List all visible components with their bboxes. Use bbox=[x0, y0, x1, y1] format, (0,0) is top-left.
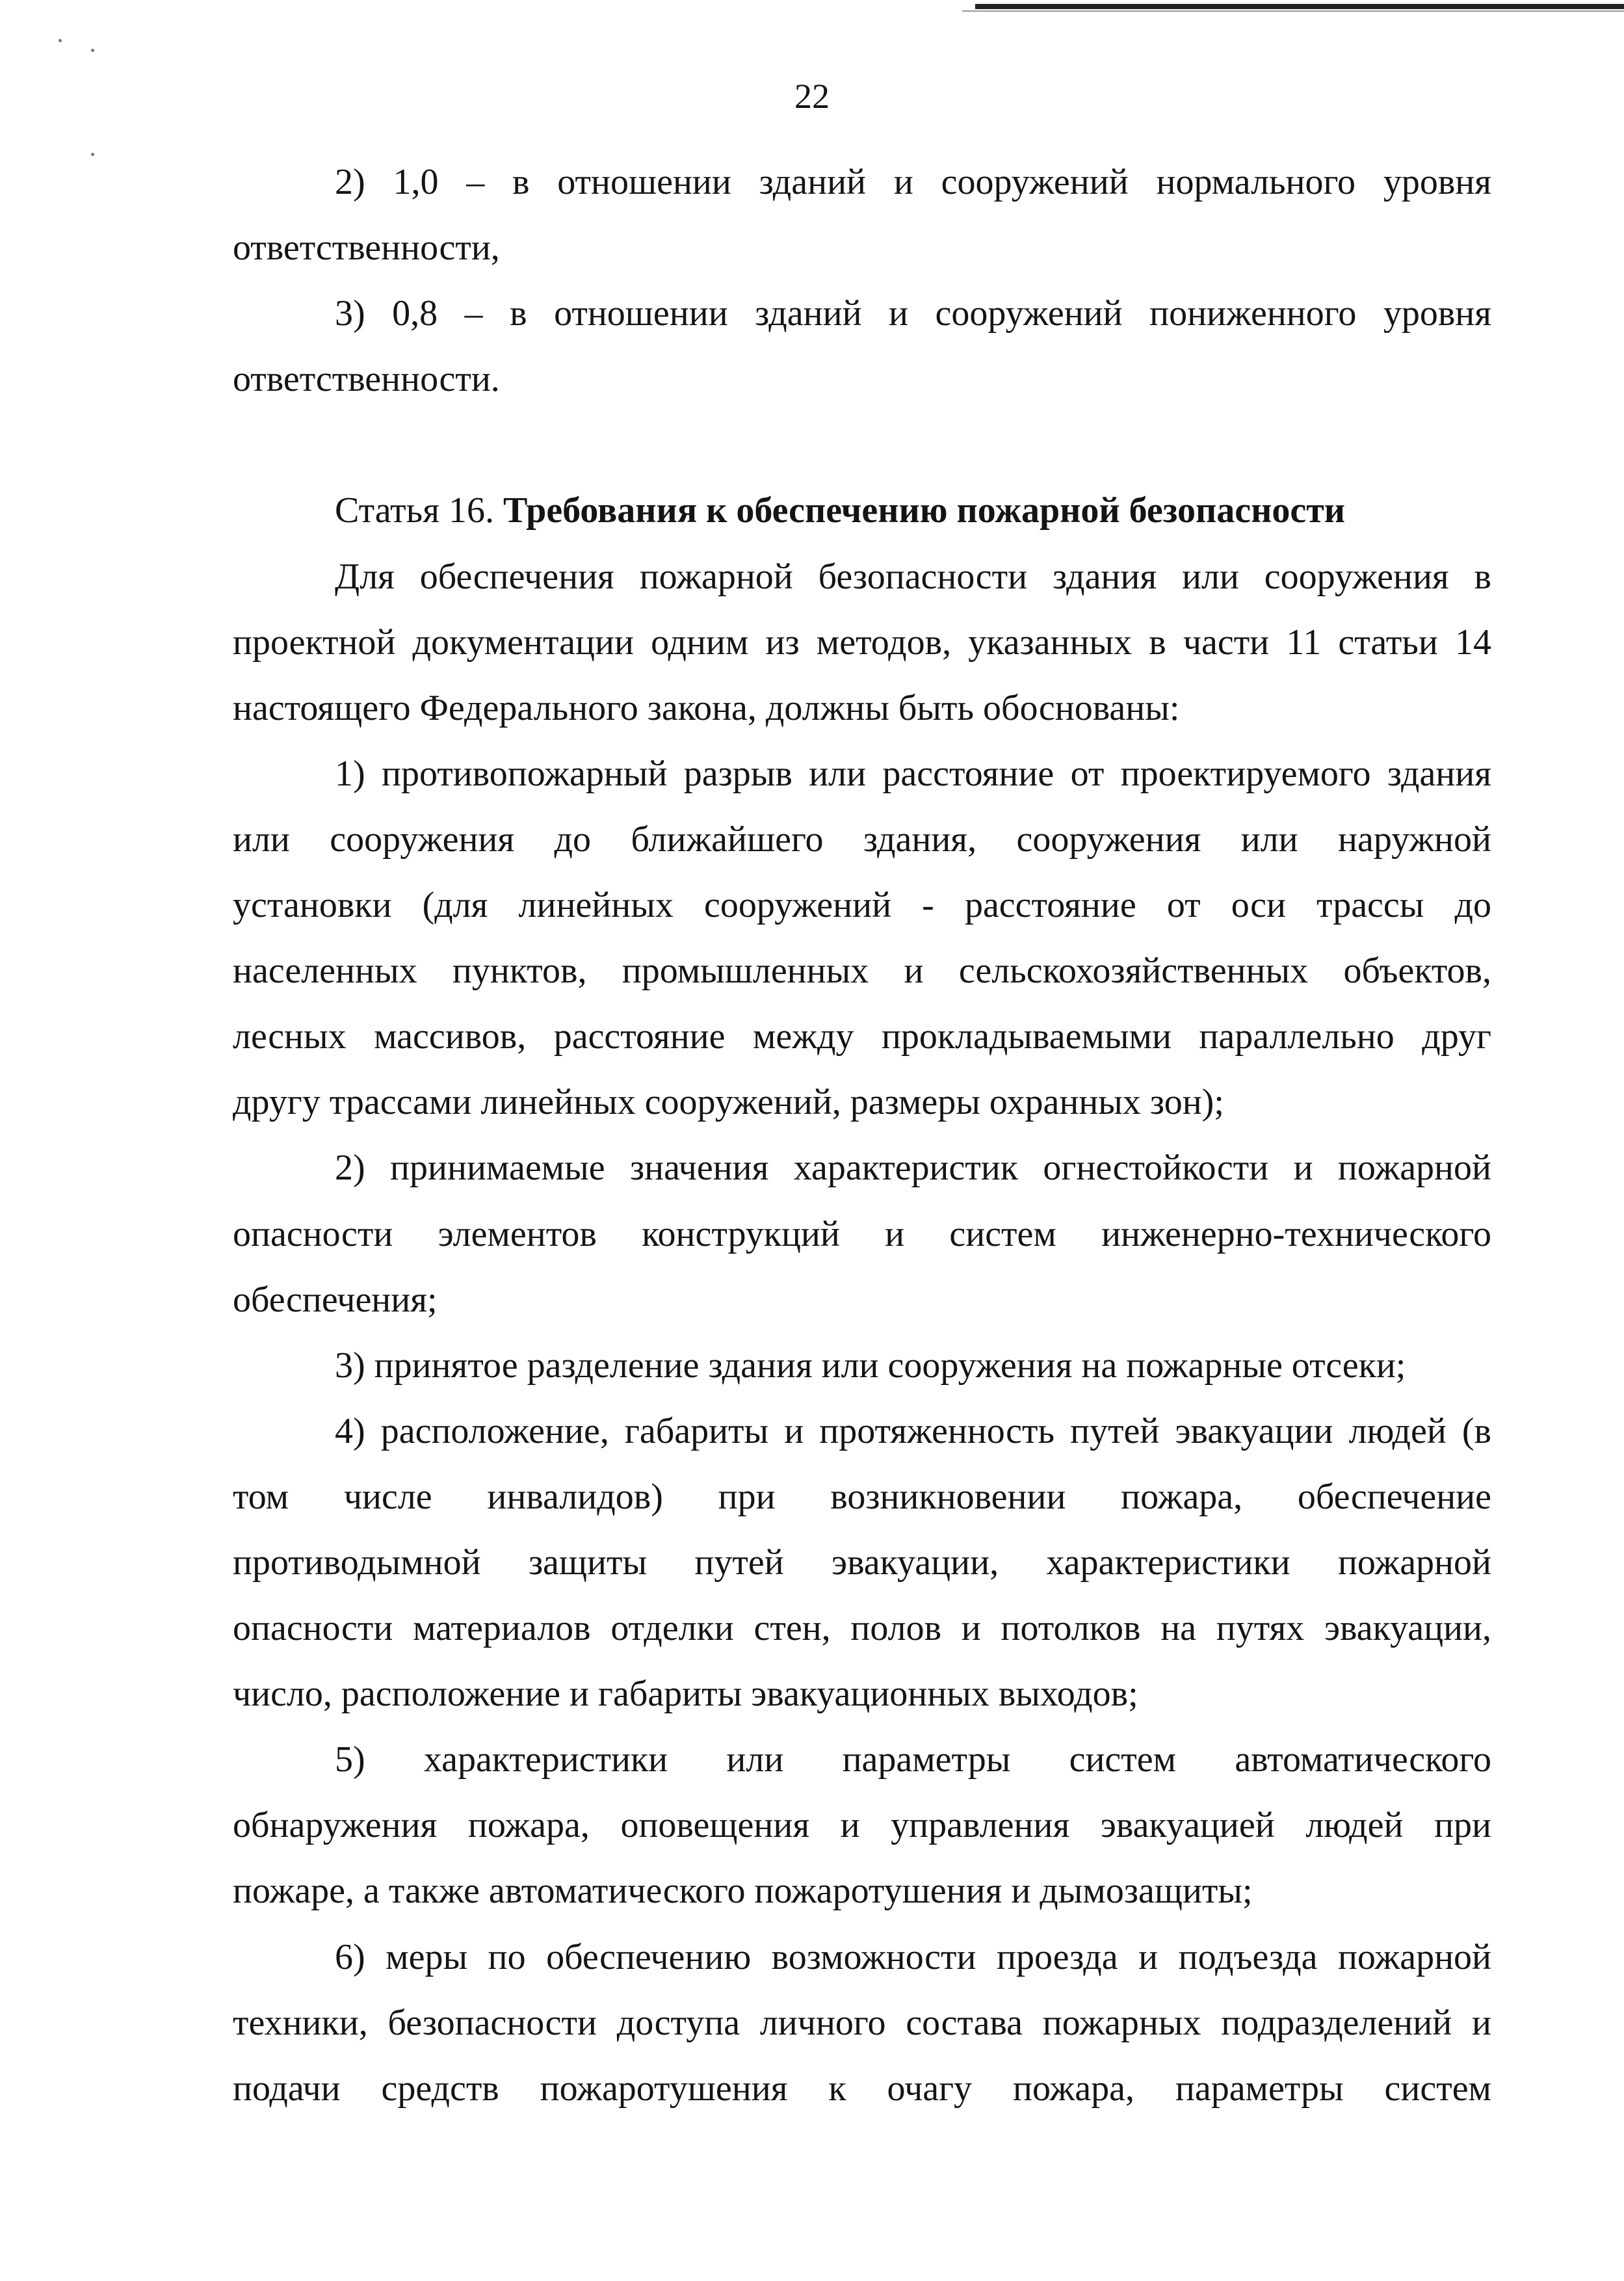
scan-speck bbox=[59, 39, 62, 42]
text-line: 2) 1,0 – в отношении зданий и сооружений нормального уровня bbox=[335, 162, 1491, 202]
text-line: число, расположение и габариты эвакуационных выходов; bbox=[233, 1674, 1138, 1715]
text-line: 6) меры по обеспечению возможности проезда и подъезда пожарной bbox=[335, 1936, 1491, 1977]
text-line: подачи средств пожаротушения к очагу пожара, параметры систем bbox=[233, 2068, 1491, 2109]
paragraph bbox=[233, 741, 1491, 1136]
text-line: 1) противопожарный разрыв или расстояние от проектируемого здания bbox=[335, 753, 1491, 794]
paragraph bbox=[233, 1727, 1491, 1924]
text-line: ответственности, bbox=[233, 228, 500, 269]
text-line: техники, безопасности доступа личного состава пожарных подразделений и bbox=[233, 2002, 1491, 2043]
text-line: опасности материалов отделки стен, полов и потолков на путях эвакуации, bbox=[233, 1608, 1491, 1649]
text-line: другу трассами линейных сооружений, размеры охранных зон); bbox=[233, 1082, 1224, 1123]
scan-speck bbox=[91, 49, 94, 52]
text-line: ответственности. bbox=[233, 359, 500, 400]
text-line: 4) расположение, габариты и протяженность путей эвакуации людей (в bbox=[335, 1410, 1491, 1451]
text-line: противодымной защиты путей эвакуации, характеристики пожарной bbox=[233, 1542, 1491, 1583]
text-line: установки (для линейных сооружений - расстояние от оси трассы до bbox=[233, 885, 1491, 926]
article-title: Требования к обеспечению пожарной безопасности bbox=[503, 490, 1345, 531]
text-line: проектной документации одним из методов, указанных в части 11 статьи 14 bbox=[233, 622, 1491, 663]
paragraph bbox=[233, 150, 1491, 281]
text-line: 3) принятое разделение здания или сооружения на пожарные отсеки; bbox=[335, 1345, 1406, 1386]
page-number: 22 bbox=[794, 77, 830, 116]
article-heading bbox=[233, 478, 1491, 544]
paragraph bbox=[233, 1333, 1491, 1399]
scan-top-border bbox=[975, 4, 1624, 9]
text-line: обеспечения; bbox=[233, 1279, 438, 1320]
paragraph bbox=[233, 1925, 1491, 2122]
paragraph bbox=[233, 1135, 1491, 1332]
scan-speck bbox=[91, 153, 94, 156]
text-line: или сооружения до ближайшего здания, сооружения или наружной bbox=[233, 819, 1491, 860]
text-line: 2) принимаемые значения характеристик огнестойкости и пожарной bbox=[335, 1148, 1491, 1189]
text-line: том числе инвалидов) при возникновении пожара, обеспечение bbox=[233, 1476, 1491, 1517]
text-line: Для обеспечения пожарной безопасности здания или сооружения в bbox=[335, 556, 1491, 597]
text-line: населенных пунктов, промышленных и сельскохозяйственных объектов, bbox=[233, 951, 1491, 992]
article-number: Статья 16. bbox=[335, 490, 503, 531]
scan-top-border-thin bbox=[962, 10, 1624, 12]
text-line: опасности элементов конструкций и систем инженерно-технического bbox=[233, 1213, 1491, 1254]
paragraph bbox=[233, 544, 1491, 741]
text-line: настоящего Федерального закона, должны быть обоснованы: bbox=[233, 687, 1180, 728]
text-line: 5) характеристики или параметры систем автоматического bbox=[335, 1739, 1491, 1780]
paragraph bbox=[233, 281, 1491, 412]
document-body bbox=[233, 150, 1491, 2122]
text-line: пожаре, а также автоматического пожаротушения и дымозащиты; bbox=[233, 1871, 1253, 1912]
text-line: лесных массивов, расстояние между прокладываемыми параллельно друг bbox=[233, 1016, 1491, 1057]
text-line: 3) 0,8 – в отношении зданий и сооружений пониженного уровня bbox=[335, 293, 1491, 334]
blank-line bbox=[233, 412, 1491, 478]
paragraph bbox=[233, 1399, 1491, 1727]
text-line: обнаружения пожара, оповещения и управления эвакуацией людей при bbox=[233, 1805, 1491, 1846]
